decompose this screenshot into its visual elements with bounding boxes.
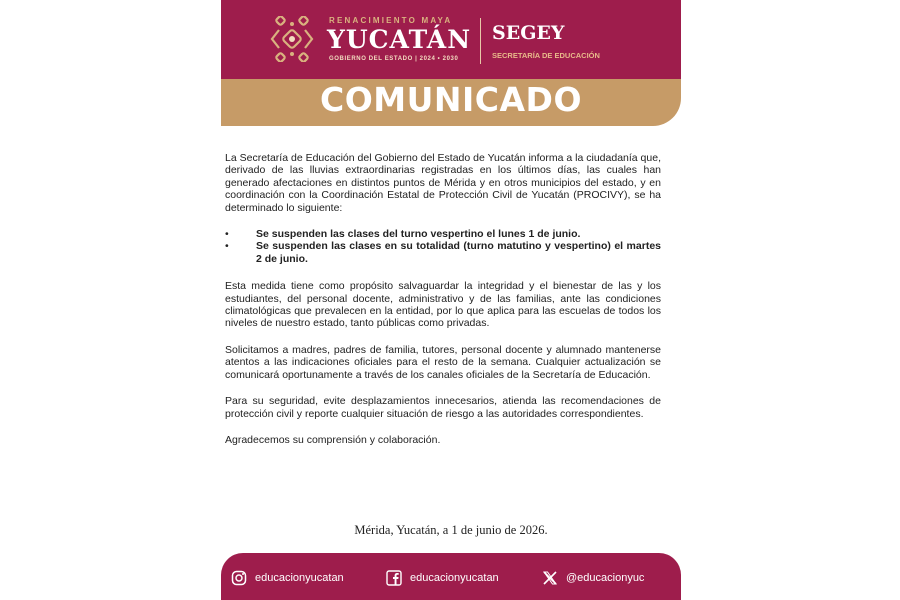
facebook-handle: educacionyucatan [410,572,499,584]
x-link[interactable] [542,570,644,586]
footer-band [221,553,681,600]
purpose-paragraph: Esta medida tiene como propósito salvaguardar la integridad y el bienestar de las y los estudiantes, del personal docente, administrativo y de las familias, ante las condiciones climatológicas que prevalecen en la entidad, por lo que aplica para las escuelas de todos los niveles de nuestro estado, tanto públicas como privadas. [225,280,661,330]
instagram-icon [231,570,247,586]
facebook-icon [386,570,402,586]
press-release-document [221,0,681,600]
intro-paragraph: La Secretaría de Educación del Gobierno del Estado de Yucatán informa a la ciudadanía que, derivado de las lluvias extraordinarias registradas en los últimos días, las cuales han generado afectaciones en distintos puntos de Mérida y en otros municipios del estado, y en coordinación con la Coordinación Estatal de Protección Civil de Yucatán (PROCIVY), se ha determinado lo siguiente: [225,152,661,214]
safety-paragraph: Para su seguridad, evite desplazamientos innecesarios, atienda las recomendaciones de protección civil y reporte cualquier situación de riesgo a las autoridades correspondientes. [225,395,661,420]
brand-name: YUCATÁN [327,25,472,54]
maya-pattern-logo-icon [269,16,315,62]
brand-subtitle: GOBIERNO DEL ESTADO | 2024 • 2030 [329,56,459,62]
announcement-list [225,228,661,265]
list-item: • Se suspenden las clases del turno vespertino el lunes 1 de junio. [225,228,661,240]
x-handle: @educacionyuc [566,572,645,584]
segey-title: SEGEY [492,22,565,44]
segey-subtitle: SECRETARÍA DE EDUCACIÓN [492,51,600,60]
header-divider [480,18,481,64]
x-icon [542,570,558,586]
request-paragraph: Solicitamos a madres, padres de familia, tutores, personal docente y alumnado mantenerse atentos a las indicaciones oficiales para el resto de la semana. Cualquier actualización se comunicará oportunamente a través de los canales oficiales de la Secretaría de Educación. [225,343,661,381]
facebook-link[interactable] [386,570,499,586]
list-item: • Se suspenden las clases en su totalidad (turno matutino y vespertino) el martes 2 de junio. [225,240,661,265]
date-line: Mérida, Yucatán, a 1 de junio de 2026. [354,523,548,537]
instagram-link[interactable] [231,570,344,586]
document-body [225,152,661,460]
page-title: COMUNICADO [319,80,582,119]
instagram-handle: educacionyucatan [255,572,344,584]
header-band [221,0,681,80]
closing-paragraph: Agradecemos su comprensión y colaboración. [225,433,441,446]
brand-tagline: RENACIMIENTO MAYA [329,16,453,25]
